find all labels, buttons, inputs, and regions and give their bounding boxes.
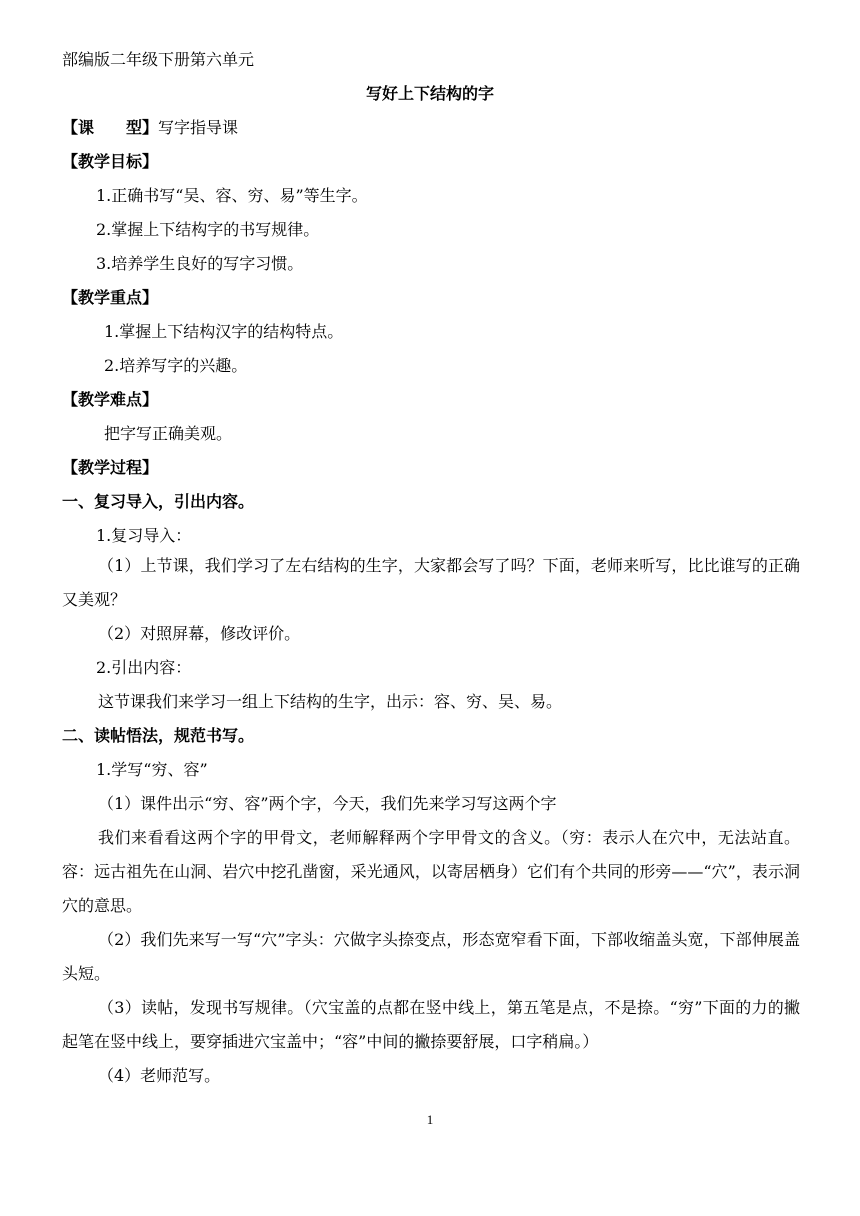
page-number: 1 xyxy=(426,1112,434,1127)
section-2-paragraph-1: （1）课件出示“穷、容”两个字，今天，我们先来学习写这两个字 xyxy=(98,794,557,813)
difficulties-heading: 【教学难点】 xyxy=(62,390,159,409)
section-1-paragraph-3: 这节课我们来学习一组上下结构的生字，出示：容、穷、吴、易。 xyxy=(98,692,563,711)
course-type-value: 写字指导课 xyxy=(158,118,239,137)
section-2-paragraph-3: （2）我们先来写一写“穴”字头：穴做字头捺变点，形态宽窄看下面，下部收缩盖头宽，下部伸展盖头短。 xyxy=(62,930,800,983)
key-point-item-2: 2.培养写字的兴趣。 xyxy=(104,356,248,375)
section-2-title: 二、读帖悟法，规范书写。 xyxy=(62,726,255,745)
goal-item-2: 2.掌握上下结构字的书写规律。 xyxy=(96,220,320,239)
difficulty-item-1: 把字写正确美观。 xyxy=(104,424,233,443)
section-1-sub-1: 1.复习导入： xyxy=(96,526,192,545)
section-2-paragraph-2: 我们来看看这两个字的甲骨文，老师解释两个字甲骨文的含义。（穷：表示人在穴中，无法站直。容：远古祖先在山洞、岩穴中挖孔凿窗，采光通风，以寄居栖身）它们有个共同的形旁——“穴”，表示洞穴的意思。 xyxy=(62,828,800,915)
unit-header: 部编版二年级下册第六单元 xyxy=(62,50,255,69)
section-1-title: 一、复习导入，引出内容。 xyxy=(62,492,255,511)
key-point-item-1: 1.掌握上下结构汉字的结构特点。 xyxy=(104,322,344,341)
section-1-paragraph-2: （2）对照屏幕，修改评价。 xyxy=(98,624,301,643)
section-2-paragraph-4: （3）读帖，发现书写规律。（穴宝盖的点都在竖中线上，第五笔是点，不是捺。“穷”下面的力的撇起笔在竖中线上，要穿插进穴宝盖中；“容”中间的撇捺要舒展，口字稍扁。） xyxy=(62,998,800,1051)
course-type-label: 【课 型】 xyxy=(62,118,159,137)
goal-item-1: 1.正确书写“吴、容、穷、易”等生字。 xyxy=(96,186,368,205)
course-type-row xyxy=(62,118,802,138)
process-heading: 【教学过程】 xyxy=(62,458,159,477)
section-1-sub-2: 2.引出内容： xyxy=(96,658,192,677)
lesson-title: 写好上下结构的字 xyxy=(365,84,494,103)
section-2-paragraph-5: （4）老师范写。 xyxy=(98,1066,221,1085)
section-1-paragraph-1: （1）上节课，我们学习了左右结构的生字，大家都会写了吗？下面，老师来听写，比比谁写的正确又美观？ xyxy=(62,556,800,609)
key-points-heading: 【教学重点】 xyxy=(62,288,159,307)
goals-heading: 【教学目标】 xyxy=(62,152,159,171)
section-2-sub-1: 1.学写“穷、容” xyxy=(96,760,208,779)
goal-item-3: 3.培养学生良好的写字习惯。 xyxy=(96,254,304,273)
